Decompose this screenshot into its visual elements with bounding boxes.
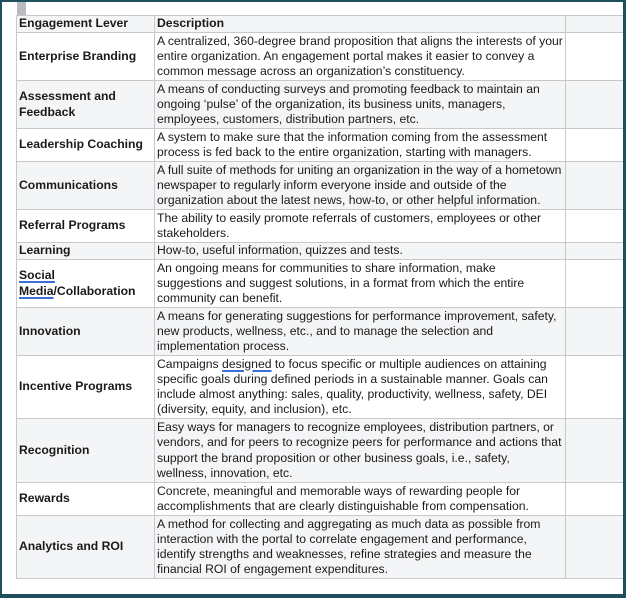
empty-cell[interactable] xyxy=(566,483,624,516)
lever-cell[interactable]: Enterprise Branding xyxy=(17,33,155,81)
lever-cell[interactable]: Communications xyxy=(17,162,155,210)
empty-cell[interactable] xyxy=(566,356,624,419)
description-cell[interactable]: A centralized, 360-degree brand proposition that aligns the interests of your entire organization. An engagement portal makes it easier to convey a common message across an organization’s constituency. xyxy=(155,33,566,81)
lever-text: /Collaboration xyxy=(53,283,136,298)
empty-cell[interactable] xyxy=(566,308,624,356)
table-row xyxy=(17,33,624,81)
engagement-levers-table xyxy=(16,15,623,579)
lever-cell[interactable]: Referral Programs xyxy=(17,210,155,243)
lever-cell[interactable]: Leadership Coaching xyxy=(17,129,155,162)
description-cell[interactable]: A means for generating suggestions for performance improvement, safety, new products, wellness, etc., and to manage the selection and implementation process. xyxy=(155,308,566,356)
table-row xyxy=(17,162,624,210)
table-row xyxy=(17,81,624,129)
table-header-row xyxy=(17,16,624,33)
spellcheck-flagged-text[interactable]: Social Media xyxy=(19,268,55,298)
empty-cell[interactable] xyxy=(566,260,624,308)
table-row xyxy=(17,308,624,356)
table-row xyxy=(17,243,624,260)
description-cell[interactable]: Concrete, meaningful and memorable ways of rewarding people for accomplishments that are clearly distinguishable from compensation. xyxy=(155,483,566,516)
document-page xyxy=(2,2,623,594)
empty-cell[interactable] xyxy=(566,162,624,210)
table-move-handle[interactable] xyxy=(17,2,26,15)
table-row xyxy=(17,419,624,483)
lever-cell[interactable]: Recognition xyxy=(17,419,155,483)
lever-cell[interactable]: Analytics and ROI xyxy=(17,516,155,579)
description-cell[interactable]: Easy ways for managers to recognize employees, distribution partners, or vendors, and for peers to recognize peers for performance and actions that support the brand proposition or other business goals, i.e., safety, wellness, innovation, etc. xyxy=(155,419,566,483)
description-cell[interactable]: A full suite of methods for uniting an organization in the way of a hometown newspaper to regularly inform everyone inside and outside of the organization about the latest news, how-to, or other helpful information. xyxy=(155,162,566,210)
empty-cell[interactable] xyxy=(566,419,624,483)
description-cell[interactable]: How-to, useful information, quizzes and tests. xyxy=(155,243,566,260)
table-row xyxy=(17,129,624,162)
empty-cell[interactable] xyxy=(566,33,624,81)
lever-cell[interactable]: Innovation xyxy=(17,308,155,356)
lever-cell[interactable]: Incentive Programs xyxy=(17,356,155,419)
table-row xyxy=(17,483,624,516)
lever-cell[interactable] xyxy=(17,260,155,308)
description-cell[interactable]: A means of conducting surveys and promoting feedback to maintain an ongoing ‘pulse’ of the organization, its business units, managers, employees, customers, distribution partners, etc. xyxy=(155,81,566,129)
description-text: to focus specific or multiple audiences on attaining specific goals during defined periods in a sustainable manner. Goals can include almost anything: sales, quality, productivity, wellness, safety, DEI (diversity, equity, and inclusion), etc. xyxy=(157,356,548,417)
empty-cell[interactable] xyxy=(566,243,624,260)
description-cell[interactable]: A system to make sure that the information coming from the assessment process is fed back to the entire organization, starting with managers. xyxy=(155,129,566,162)
empty-cell[interactable] xyxy=(566,516,624,579)
description-text: Campaigns xyxy=(157,356,223,371)
lever-cell[interactable]: Learning xyxy=(17,243,155,260)
header-engagement-lever: Engagement Lever xyxy=(17,16,155,33)
description-cell[interactable] xyxy=(155,356,566,419)
spellcheck-flagged-text[interactable]: designed xyxy=(222,356,272,371)
header-empty xyxy=(566,16,624,33)
lever-cell[interactable]: Assessment and Feedback xyxy=(17,81,155,129)
description-cell[interactable]: A method for collecting and aggregating as much data as possible from interaction with the portal to correlate engagement and performance, identify strengths and weaknesses, refine strategies and measure the financial ROI of engagement expenditures. xyxy=(155,516,566,579)
lever-cell[interactable]: Rewards xyxy=(17,483,155,516)
table-row xyxy=(17,210,624,243)
header-description: Description xyxy=(155,16,566,33)
empty-cell[interactable] xyxy=(566,81,624,129)
table-row xyxy=(17,516,624,579)
description-cell[interactable]: An ongoing means for communities to share information, make suggestions and suggest solutions, in a format from which the entire community can benefit. xyxy=(155,260,566,308)
table-row xyxy=(17,356,624,419)
description-cell[interactable]: The ability to easily promote referrals of customers, employees or other stakeholders. xyxy=(155,210,566,243)
empty-cell[interactable] xyxy=(566,210,624,243)
table-row xyxy=(17,260,624,308)
empty-cell[interactable] xyxy=(566,129,624,162)
